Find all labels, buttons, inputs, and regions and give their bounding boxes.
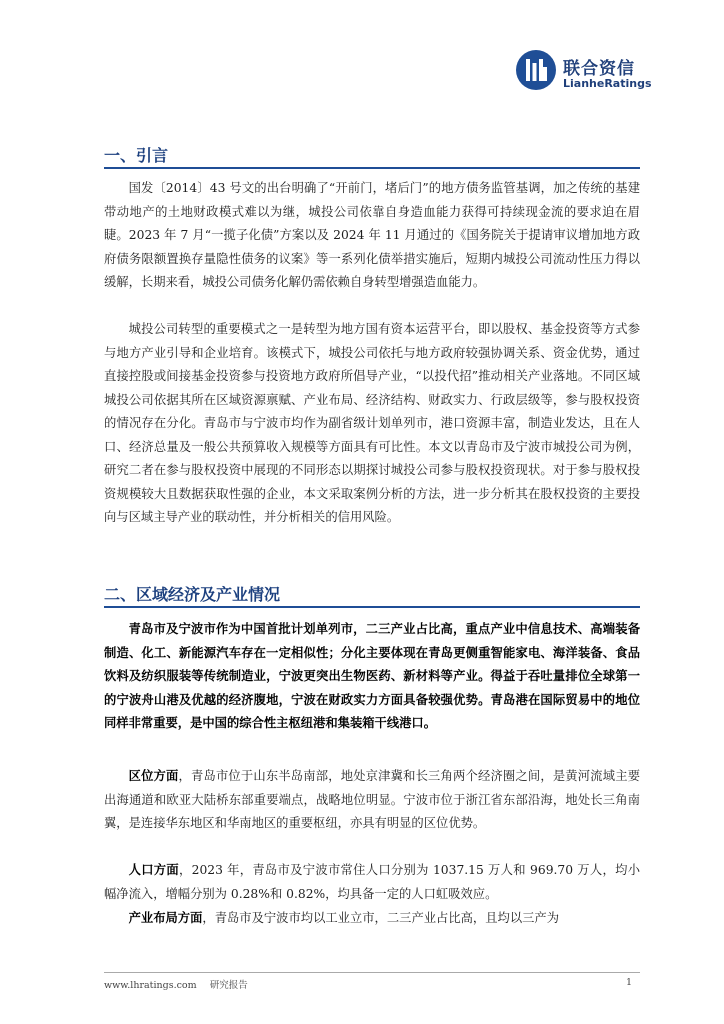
location-paragraph — [104, 764, 640, 836]
footer-website-link[interactable]: www.lhratings.com — [104, 980, 197, 991]
industry-lead: 产业布局方面 — [128, 910, 203, 925]
industry-text: ，青岛市及宁波市均以工业立市，二三产业占比高，且均以三产为 — [202, 911, 560, 925]
brand-name-cn: 联合资信 — [563, 59, 635, 79]
footer-info — [104, 977, 258, 991]
footer-divider — [104, 972, 640, 973]
section-title-region: 二、区域经济及产业情况 — [104, 585, 281, 604]
region-summary-paragraph: 青岛市及宁波市作为中国首批计划单列市，二三产业占比高，重点产业中信息技术、高端装备制造、化工、新能源汽车存在一定相似性；分化主要体现在青岛更侧重智能家电、海洋装备、食品饮料及纺织服装等传统制造业，宁波更突出生物医药、新材料等产业。得益于吞吐量排位全球第一的宁波舟山港及优越的经济腹地，宁波在财政实力方面具备较强优势。青岛港在国际贸易中的地位同样非常重要，是中国的综合性主枢纽港和集装箱干线港口。 — [104, 621, 640, 730]
population-paragraph — [104, 858, 640, 906]
section-title-intro: 一、引言 — [104, 146, 169, 165]
brand-name-en: LianheRatings — [563, 77, 652, 90]
location-lead: 区位方面 — [128, 768, 179, 783]
footer-report-type: 研究报告 — [209, 980, 248, 991]
intro-paragraph-1: 国发〔2014〕43 号文的出台明确了“开前门，堵后门”的地方债务监管基调，加之传统的基建带动地产的土地财政模式难以为继，城投公司依靠自身造血能力获得可持续现金流的要求迫在眉睫。2023 年 7 月“一揽子化债”方案以及 2024 年 11 月通过的《国务院关于提请审议增加地方政府债务限额置换存量隐性债务的议案》等一系列化债举措实施后，短期内城投公司流动性压力得以缓解，长期来看，城投公司债务化解仍需依赖自身转型增强造血能力。 — [104, 181, 640, 289]
lianhe-logo-icon — [516, 50, 556, 90]
industry-paragraph — [104, 906, 640, 931]
section-divider — [104, 606, 640, 608]
page-number: 1 — [626, 977, 633, 988]
population-text: ，2023 年，青岛市及宁波市常住人口分别为 1037.15 万人和 969.70 万人，均小幅净流入，增幅分别为 0.28%和 0.82%，均具备一定的人口虹吸效应。 — [104, 863, 640, 901]
location-text: ，青岛市位于山东半岛南部，地处京津冀和长三角两个经济圈之间，是黄河流域主要出海通道和欧亚大陆桥东部重要端点，战略地位明显。宁波市位于浙江省东部沿海，地处长三角南翼，是连接华东地区和华南地区的重要枢纽，亦具有明显的区位优势。 — [104, 769, 640, 830]
intro-paragraph-2: 城投公司转型的重要模式之一是转型为地方国有资本运营平台，即以股权、基金投资等方式参与地方产业引导和企业培育。该模式下，城投公司依托与地方政府较强协调关系、资金优势，通过直接控股或间接基金投资参与投资地方政府所倡导产业，“以投代招”推动相关产业落地。不同区域城投公司依据其所在区域资源禀赋、产业布局、经济结构、财政实力、行政层级等，参与股权投资的情况存在分化。青岛市与宁波市均作为副省级计划单列市，港口资源丰富，制造业发达，且在人口、经济总量及一般公共预算收入规模等方面具有可比性。本文以青岛市及宁波市城投公司为例，研究二者在参与股权投资中展现的不同形态以期探讨城投公司参与股权投资现状。对于参与股权投资规模较大且数据获取性强的企业，本文采取案例分析的方法，进一步分析其在股权投资的主要投向与区域主导产业的联动性，并分析相关的信用风险。 — [104, 322, 640, 524]
section-divider — [104, 167, 640, 169]
lianhe-logo — [516, 50, 666, 98]
population-lead: 人口方面 — [128, 862, 180, 877]
